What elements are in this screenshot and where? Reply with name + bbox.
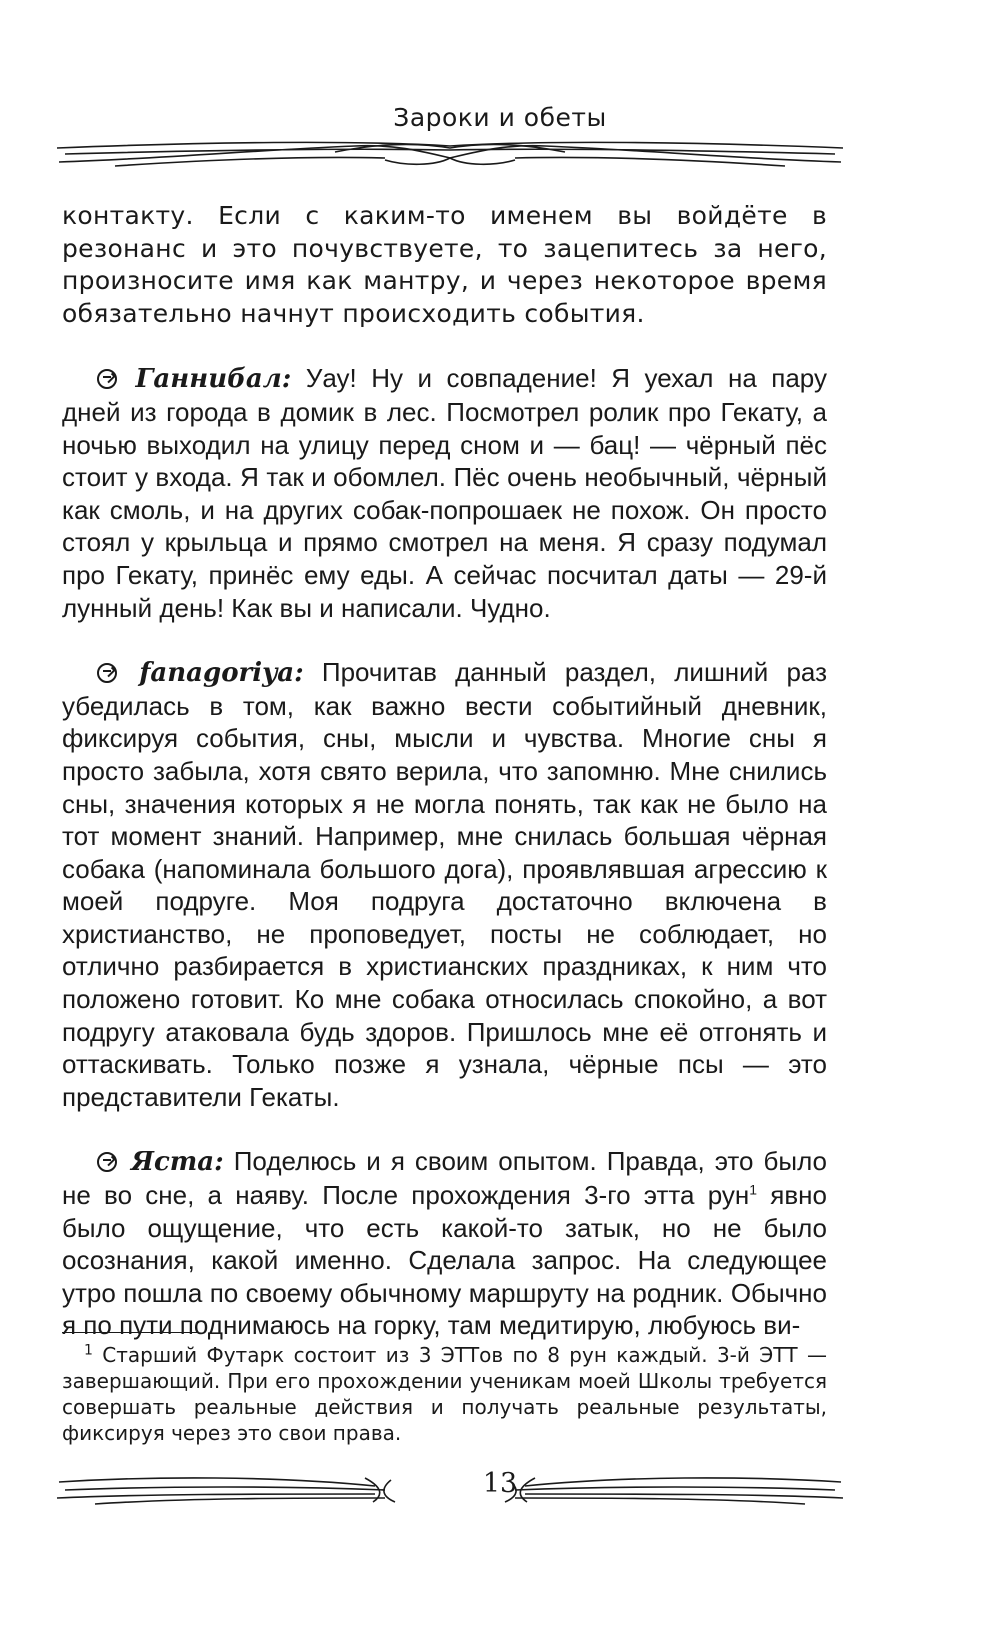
- comment-bullet-icon: [97, 1152, 117, 1172]
- comment-text: Прочитав данный раздел, лишний раз убедилась в том, как важно вести событийный дневник, фиксируя события, сны, мысли и чувства. Многие сны я просто забыла, хотя свято верила, что запомню. Мне снились сны, значения которых я не могла понять, так как не было на тот момент знаний. Например, мне снилась большая чёрная собака (напоминала большого дога), проявлявшая агрессию к моей подруге. Моя подруга достаточно включена в христианство, не проповедует, посты не соблюдает, но отлично разбирается в христианских праздниках, к ним что положено готовит. Ко мне собака относилась спокойно, а вот подругу атаковала будь здоров. Пришлось мне её отгонять и оттаскивать. Только позже я узнала, чёрные псы — это представители Гекаты.: [62, 657, 827, 1112]
- footnote: [62, 1342, 827, 1446]
- comment-bullet-icon: [97, 369, 117, 389]
- speaker-name: fanagoriya:: [139, 658, 304, 689]
- speaker-name: Ганнибал:: [135, 364, 292, 395]
- comment-yasta: [62, 1145, 827, 1342]
- comment-text-continued: явно было ощущение, что есть какой-то затык, но не было осознания, какой именно. Сделала запрос. На следующее утро пошла по своему обычному маршруту на родник. Обычно я по пути поднимаюсь на горку, там медитирую, любуюсь ви-: [62, 1180, 827, 1341]
- footnote-reference[interactable]: 1: [749, 1181, 758, 1198]
- page-number: 13: [482, 1468, 518, 1499]
- comment-hannibal: [62, 362, 827, 624]
- comment-bullet-icon: [97, 663, 117, 683]
- speaker-name: Яста:: [131, 1147, 224, 1178]
- footnote-divider: [62, 1332, 197, 1333]
- header-ornament: [55, 136, 845, 170]
- paragraph-intro: контакту. Если с каким-то именем вы войдёте в резонанс и это почувствуете, то зацепитесь за него, произносите имя как мантру, и через некоторое время обязательно начнут происходить события.: [62, 201, 827, 328]
- main-text: [62, 200, 827, 1342]
- comment-text: Поделюсь и я своим опытом. Правда, это было не во сне, а наяву. После прохождения 3-го этта рун: [62, 1146, 827, 1211]
- comment-fanagoriya: [62, 656, 827, 1113]
- footnote-marker: 1: [84, 1342, 93, 1359]
- running-title: Зароки и обеты: [393, 103, 607, 132]
- footnote-text: Старший Футарк состоит из 3 ЭТТов по 8 рун каждый. 3-й ЭТТ — завершающий. При его прохождении ученикам моей Школы требуется совершать реальные действия и получать реальные результаты, фиксируя через это свои права.: [62, 1343, 827, 1445]
- comment-text: Уау! Ну и совпадение! Я уехал на пару дней из города в домик в лес. Посмотрел ролик про Гекату, а ночью выходил на улицу перед сном и — бац! — чёрный пёс стоит у входа. Я так и обомлел. Пёс очень необычный, чёрный как смоль, и на других собак-попрошаек не похож. Он просто стоял у крыльца и прямо смотрел на меня. Я сразу подумал про Гекату, принёс ему еды. А сейчас посчитал даты — 29-й лунный день! Как вы и написали. Чудно.: [62, 363, 827, 623]
